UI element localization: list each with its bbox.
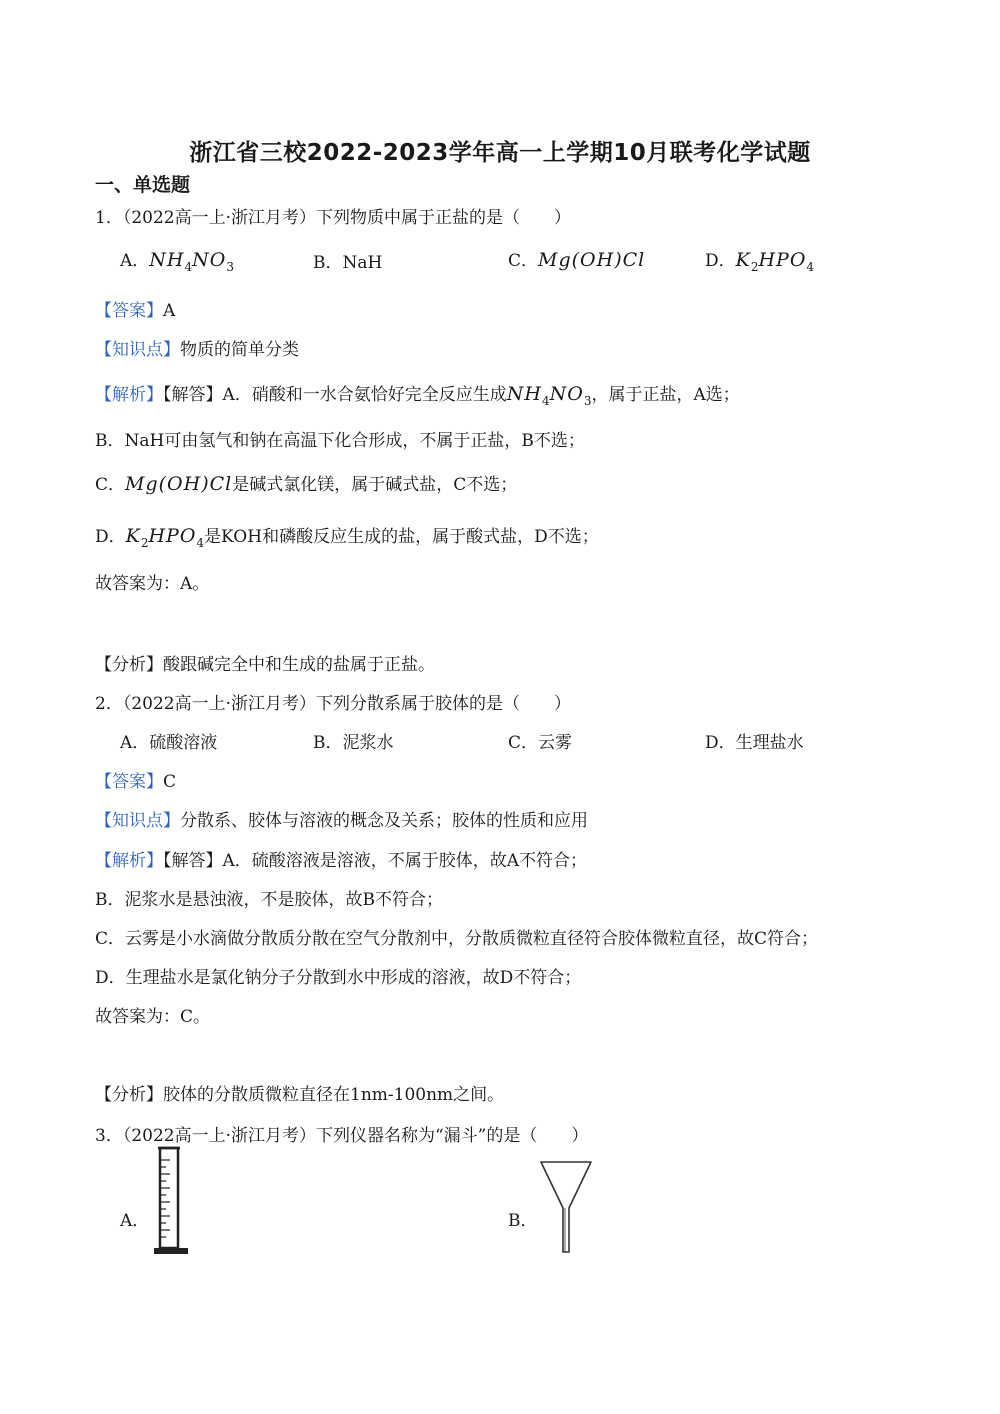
page-title: 浙江省三校2022-2023学年高一上学期10月联考化学试题 bbox=[189, 140, 811, 166]
q1-answer: 【答案】A bbox=[95, 301, 176, 321]
q2-analysis-b: B．泥浆水是悬浊液，不是胶体，故B不符合； bbox=[95, 890, 443, 910]
q2-answer: 【答案】C bbox=[95, 772, 177, 792]
q1-analysis-a: 【解析】【解答】A．硝酸和一水合氨恰好完全反应生成$NH_4NO_3$，属于正盐，A选； bbox=[95, 383, 740, 408]
q2-option-c: C．云雾 bbox=[508, 733, 573, 753]
q3-option-b: B． bbox=[508, 1211, 538, 1231]
q1-knowledge: 【知识点】物质的简单分类 bbox=[95, 340, 299, 360]
q1-option-a: A．$NH_4NO_3$ bbox=[120, 249, 234, 274]
graduated-cylinder-icon bbox=[150, 1145, 200, 1257]
q2-option-d: D．生理盐水 bbox=[705, 733, 804, 753]
q1-option-c: C．Mg(OH)Cl bbox=[508, 249, 646, 271]
q1-option-b: B．NaH bbox=[313, 253, 383, 273]
q1-conclusion: 故答案为：A。 bbox=[95, 574, 210, 594]
q1-analysis-b: B．NaH可由氢气和钠在高温下化合形成，不属于正盐，B不选； bbox=[95, 431, 585, 451]
section-heading: 一、单选题 bbox=[95, 174, 191, 196]
question-2-stem: 2．（2022高一上·浙江月考）下列分散系属于胶体的是（ ） bbox=[95, 694, 571, 714]
q1-option-d: D．$K_2HPO_4$ bbox=[705, 249, 815, 274]
q2-analysis-c: C．云雾是小水滴做分散质分散在空气分散剂中，分散质微粒直径符合胶体微粒直径，故C符合； bbox=[95, 929, 819, 949]
q1-analysis-d: D．$K_2HPO_4$是KOH和磷酸反应生成的盐，属于酸式盐，D不选； bbox=[95, 525, 599, 550]
question-1-stem: 1．（2022高一上·浙江月考）下列物质中属于正盐的是（ ） bbox=[95, 208, 571, 228]
funnel-icon bbox=[538, 1158, 594, 1256]
q1-analysis-c: C．Mg(OH)Cl是碱式氯化镁，属于碱式盐，C不选； bbox=[95, 473, 518, 495]
q3-option-a: A． bbox=[120, 1211, 150, 1231]
q2-analysis-a: 【解析】【解答】A．硫酸溶液是溶液，不属于胶体，故A不符合； bbox=[95, 851, 588, 871]
q2-conclusion: 故答案为：C。 bbox=[95, 1007, 211, 1027]
q2-analysis-d: D．生理盐水是氯化钠分子分散到水中形成的溶液，故D不符合； bbox=[95, 968, 582, 988]
q2-knowledge: 【知识点】分散系、胶体与溶液的概念及关系；胶体的性质和应用 bbox=[95, 811, 588, 831]
q2-option-a: A．硫酸溶液 bbox=[120, 733, 218, 753]
q2-fenxi: 【分析】胶体的分散质微粒直径在1nm-100nm之间。 bbox=[95, 1085, 505, 1105]
q2-option-b: B．泥浆水 bbox=[313, 733, 394, 753]
question-3-stem: 3．（2022高一上·浙江月考）下列仪器名称为“漏斗”的是（ ） bbox=[95, 1126, 589, 1146]
q1-fenxi: 【分析】酸跟碱完全中和生成的盐属于正盐。 bbox=[95, 655, 435, 675]
